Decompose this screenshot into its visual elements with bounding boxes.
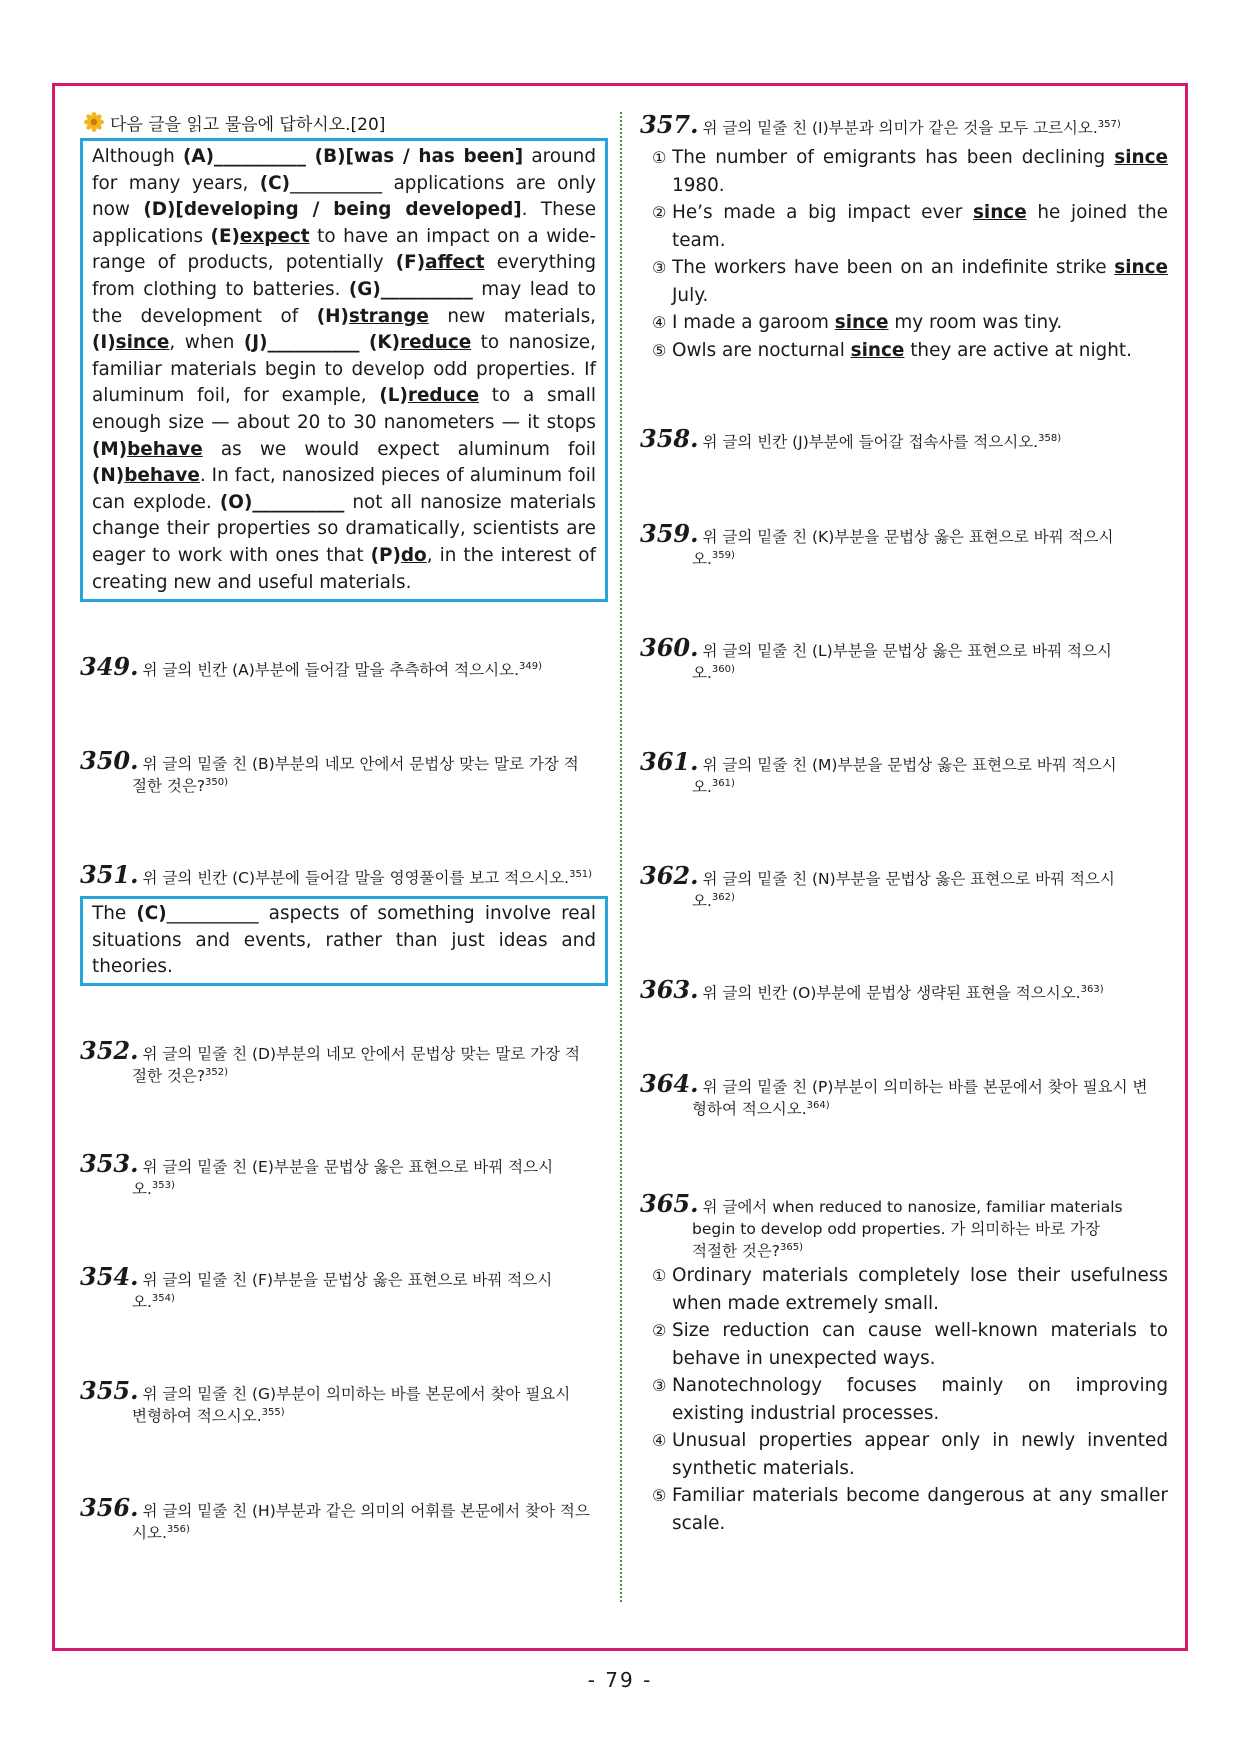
option-text-post: my room was tiny. [888,312,1063,333]
question-360 [640,633,1168,684]
passage-text: , in the interest of creating new and useful materials. [92,544,596,593]
question-line-2 [640,890,1168,912]
left-column [80,110,608,602]
passage-text: to have an impact on a wide-range of products, potentially [92,225,596,274]
question-358 [640,424,1168,453]
passage-text: everything from clothing to batteries. [92,252,596,300]
underlined-word: since [834,312,889,333]
q365-options [640,1262,1168,1537]
option-1[interactable] [640,144,1168,199]
question-line-2 [640,662,1168,684]
option-text: Ordinary materials completely lose their usefulness when made extremely small. [672,1265,1168,1314]
passage-text: __________ aspects of something involve real situations and events, rather than just ideas and theories. [92,903,596,978]
question-356 [80,1493,608,1544]
option-marker: ② [652,203,667,222]
option-marker: ① [652,148,667,167]
option-text: Nanotechnology focuses mainly on improving existing industrial processes. [672,1375,1168,1424]
bold-label: (J)__________ [243,332,360,354]
option-text-pre: The number of emigrants has been declining [672,147,1115,168]
option-text-post: 1980. [672,174,725,196]
passage-text: not all nanosize materials change their properties so dramatically, scientists are eager to work with ones that [92,491,596,566]
option-text [672,199,1168,254]
question-text: 위 글의 밑줄 친 (E)부분을 문법상 옳은 표현으로 바꿔 적으시 [142,1158,554,1176]
question-line-2 [80,1522,608,1544]
question-363 [640,975,1168,1004]
question-359 [640,519,1168,570]
question-number: 359. [640,519,699,548]
question-361 [640,747,1168,798]
question-text: 위 글의 밑줄 친 (H)부분과 같은 의미의 어휘를 본문에서 찾아 적으 [142,1502,590,1520]
bold-label: (D)[developing / being developed] [143,199,522,221]
question-number: 364. [640,1069,699,1098]
passage-text: . These applications [92,199,597,247]
question-text-cont: 형하여 적으시오. [692,1100,807,1118]
question-text: 위 글의 밑줄 친 (M)부분을 문법상 옳은 표현으로 바꿔 적으시 [702,756,1117,774]
footnote-ref: 354) [151,1292,175,1304]
option-text: Familiar materials become dangerous at any smaller scale. [672,1485,1168,1534]
question-text-cont: 절한 것은? [132,777,206,795]
underlined-word: do [400,544,427,566]
question-text: 위 글의 밑줄 친 (P)부분이 의미하는 바를 본문에서 찾아 필요시 변 [702,1078,1148,1096]
underlined-word: expect [239,225,310,247]
column-divider [620,112,622,1602]
question-line-2 [640,548,1168,570]
bold-label: (B)[was / has been] [314,146,524,167]
underlined-word: since [1114,257,1168,278]
question-line-2 [80,1405,608,1427]
question-text: 위 글의 빈칸 (J)부분에 들어갈 접속사를 적으시오. [702,433,1039,451]
question-line-2 [640,1098,1168,1120]
footnote-ref: 363) [1080,983,1104,995]
question-text-cont: 적절한 것은? [692,1242,781,1260]
option-text [672,254,1168,309]
option-text-pre: The workers have been on an indefinite strike [672,257,1115,278]
question-number: 349. [80,652,139,681]
question-line-2 [80,1291,608,1313]
passage-text: . In fact, nanosized pieces of aluminum foil can explode. [92,465,596,513]
footnote-ref: 358) [1038,432,1062,444]
bold-label: (E) [210,225,240,247]
question-text: 위 글의 밑줄 친 (G)부분이 의미하는 바를 본문에서 찾아 필요시 [142,1385,571,1403]
footnote-ref: 362) [711,891,735,903]
question-352 [80,1036,608,1087]
bold-label: (O)__________ [219,491,345,513]
footnote-ref: 356) [166,1523,190,1535]
instructions-header [80,110,608,134]
underlined-word: reduce [407,385,480,407]
question-number: 361. [640,747,699,776]
option-text-pre: He’s made a big impact ever [672,202,973,223]
underlined-word: behave [124,465,200,487]
footnote-ref: 355) [261,1406,285,1418]
passage-text [359,332,368,353]
option-4[interactable] [640,309,1168,337]
bold-label: (N) [92,465,125,487]
option-text [672,309,1168,337]
question-line-2 [80,1178,608,1200]
passage-text: to nanosize, familiar materials begin to develop odd properties. If aluminum foil, for example, [92,332,596,407]
underlined-word: behave [127,438,203,460]
bold-label: (L) [379,385,408,407]
question-text-cont: 오. [692,892,712,910]
option-text [672,144,1168,199]
question-text: 위 글의 밑줄 친 (B)부분의 네모 안에서 문법상 맞는 말로 가장 적 [142,755,579,773]
question-text-cont: 시오. [132,1524,167,1542]
option-2[interactable] [640,1317,1168,1372]
question-number: 354. [80,1262,139,1291]
question-text-cont: 오. [692,778,712,796]
option-5[interactable] [640,1482,1168,1537]
question-number: 360. [640,633,699,662]
passage-text: around for many years, [92,146,596,194]
page-number: - 79 - [587,1668,653,1692]
option-1[interactable] [640,1262,1168,1317]
question-text: 위 글의 밑줄 친 (D)부분의 네모 안에서 문법상 맞는 말로 가장 적 [142,1045,581,1063]
footnote-ref: 365) [780,1241,804,1253]
question-355 [80,1376,608,1427]
question-365 [640,1189,1168,1262]
bold-label: (G)__________ [348,278,473,300]
question-text-cont: 오. [132,1180,152,1198]
question-number: 363. [640,975,699,1004]
option-text: Unusual properties appear only in newly invented synthetic materials. [672,1430,1168,1479]
option-text-post: July. [672,284,709,306]
underlined-word: since [1114,147,1168,168]
underlined-word: strange [348,305,429,327]
question-357 [640,110,1168,139]
reading-passage [80,138,608,602]
question-text: 위 글의 빈칸 (C)부분에 들어갈 말을 영영풀이를 보고 적으시오. [142,869,570,887]
question-number: 351. [80,860,139,889]
flower-icon [84,112,104,132]
question-351 [80,860,608,889]
footnote-ref: 350) [205,776,229,788]
option-4[interactable] [640,1427,1168,1482]
option-3[interactable] [640,254,1168,309]
option-text-post: they are active at night. [904,339,1132,361]
passage-text: Although [92,146,183,167]
question-text: 위 글의 밑줄 친 (I)부분과 의미가 같은 것을 모두 고르시오. [702,119,1098,137]
question-number: 356. [80,1493,139,1522]
option-marker: ③ [652,1376,667,1395]
question-text: 위 글의 밑줄 친 (K)부분을 문법상 옳은 표현으로 바꿔 적으시 [702,528,1114,546]
question-line-2 [80,775,608,797]
question-text: 위 글에서 when reduced to nanosize, familiar materials [702,1198,1123,1216]
definition-box [80,896,608,986]
passage-text: new materials, [428,305,597,327]
bold-label: (I) [92,332,116,354]
q357-options [640,144,1168,364]
question-364 [640,1069,1168,1120]
question-line-3 [640,1240,1168,1262]
question-number: 352. [80,1036,139,1065]
bold-label: (H) [316,305,349,327]
header-text: 다음 글을 읽고 물음에 답하시오.[20] [110,114,386,135]
question-number: 365. [640,1189,699,1218]
question-text-cont: 변형하여 적으시오. [132,1407,262,1425]
question-362 [640,861,1168,912]
footnote-ref: 361) [711,777,735,789]
bold-label: (A)__________ [182,146,315,167]
option-text: Size reduction can cause well-known materials to behave in unexpected ways. [672,1320,1168,1369]
option-marker: ⑤ [652,340,667,360]
underlined-word: affect [425,252,485,274]
bold-label: (P) [370,544,401,566]
footnote-ref: 353) [151,1179,175,1191]
option-marker: ③ [652,258,667,277]
footnote-ref: 360) [711,663,735,675]
footnote-ref: 352) [205,1066,229,1078]
footnote-ref: 364) [806,1099,830,1111]
option-text-pre: Owls are nocturnal [672,339,851,361]
question-text: 위 글의 빈칸 (O)부분에 문법상 생략된 표현을 적으시오. [702,984,1081,1002]
footnote-ref: 351) [569,868,593,880]
option-text-pre: I made a garoom [672,312,835,333]
question-number: 357. [640,110,699,139]
underlined-word: reduce [400,332,472,354]
option-marker: ④ [652,1431,667,1450]
footnote-ref: 359) [711,549,735,561]
question-number: 362. [640,861,699,890]
question-text-cont: begin to develop odd properties. 가 의미하는 바로 가장 [692,1220,1100,1238]
option-marker: ④ [652,313,667,332]
passage-text: as we would expect aluminum foil [202,438,596,460]
question-text-cont: 절한 것은? [132,1067,206,1085]
question-text: 위 글의 빈칸 (A)부분에 들어갈 말을 추측하여 적으시오. [142,661,520,679]
passage-text: , when [169,332,244,354]
option-marker: ① [652,1266,667,1285]
question-text: 위 글의 밑줄 친 (L)부분을 문법상 옳은 표현으로 바꿔 적으시 [702,642,1112,660]
option-marker: ⑤ [652,1486,667,1505]
question-number: 353. [80,1149,139,1178]
question-350 [80,746,608,797]
question-number: 355. [80,1376,139,1405]
question-353 [80,1149,608,1200]
question-line-2 [640,776,1168,798]
bold-label: (K) [368,332,401,354]
passage-text: to a small enough size — about 20 to 30 nanometers — it stops [92,385,597,433]
question-number: 358. [640,424,699,453]
question-number: 350. [80,746,139,775]
underlined-word: since [850,339,905,361]
passage-text: __________ applications are only now [92,172,596,221]
option-3[interactable] [640,1372,1168,1427]
underlined-word: since [972,202,1027,223]
bold-label: (C) [259,172,291,194]
question-text: 위 글의 밑줄 친 (N)부분을 문법상 옳은 표현으로 바꿔 적으시 [702,870,1115,888]
question-354 [80,1262,608,1313]
question-text: 위 글의 밑줄 친 (F)부분을 문법상 옳은 표현으로 바꿔 적으시 [142,1271,553,1289]
footnote-ref: 357) [1097,118,1121,130]
question-text-cont: 오. [692,664,712,682]
option-5[interactable] [640,337,1168,365]
option-2[interactable] [640,199,1168,254]
passage-text: may lead to the development of [92,278,596,327]
option-marker: ② [652,1321,667,1340]
option-text [672,337,1168,365]
question-text-cont: 오. [692,550,712,568]
passage-text: The [92,903,137,924]
question-349 [80,652,608,681]
bold-label: (M) [92,438,128,460]
footnote-ref: 349) [519,660,543,672]
question-line-2 [80,1065,608,1087]
option-text-post: he joined the team. [672,202,1168,251]
underlined-word: since [115,332,170,354]
bold-label: (C) [136,903,167,924]
bold-label: (F) [395,252,426,274]
question-text-cont: 오. [132,1293,152,1311]
